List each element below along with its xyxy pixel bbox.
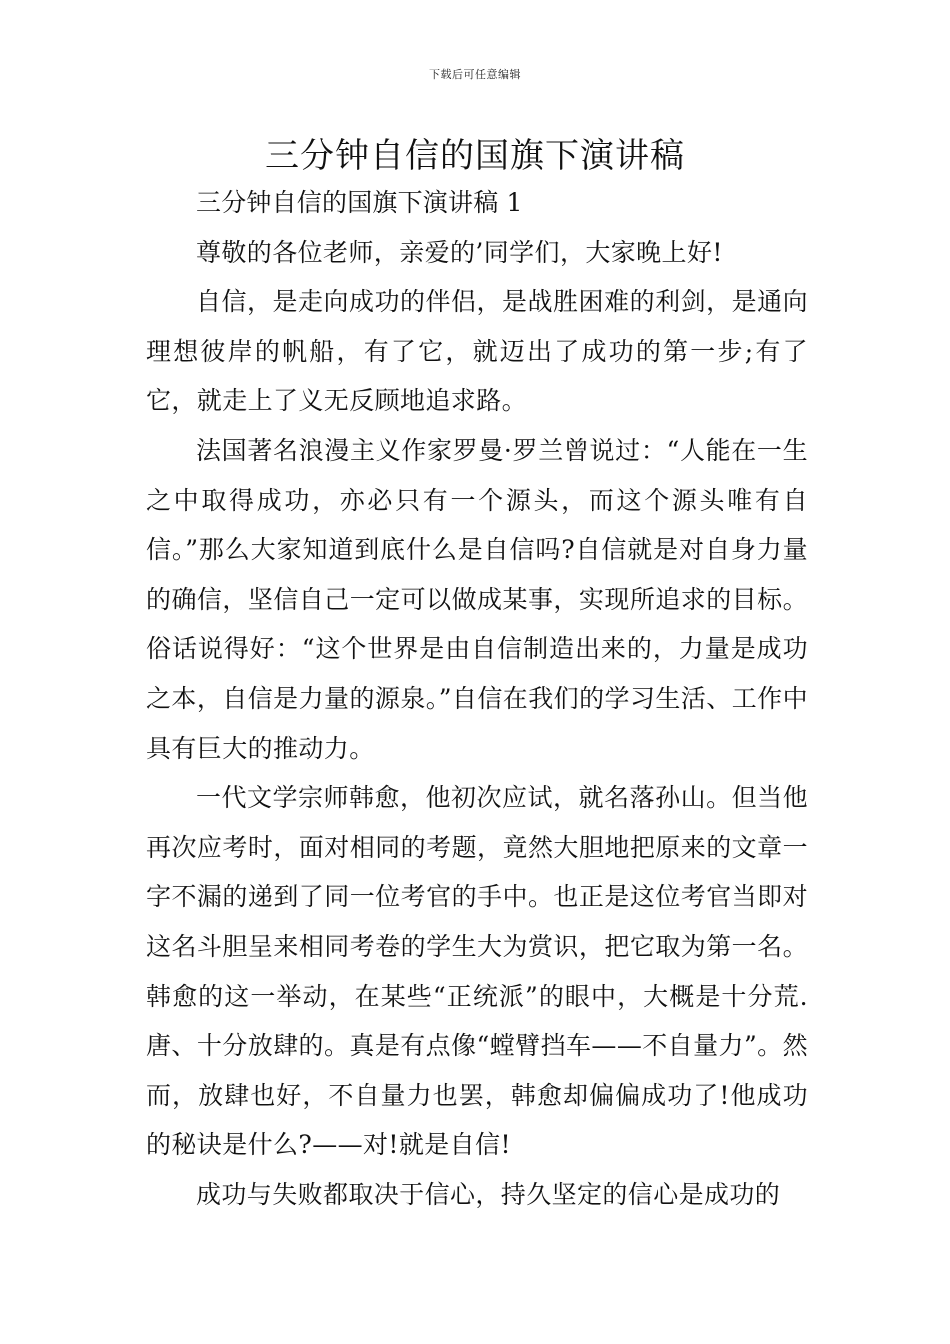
- paragraph-success-failure: 成功与失败都取决于信心，持久坚定的信心是成功的: [196, 1179, 781, 1209]
- paragraph-confidence-intro: 自信，是走向成功的伴侣，是战胜困难的利剑，是通向理想彼岸的帆船，有了它，就迈出了成功的第一步;有了它，就走上了义无反顾地追求路。: [146, 287, 808, 416]
- paragraph-romain-rolland: 法国著名浪漫主义作家罗曼·罗兰曾说过：“人能在一生之中取得成功，亦必只有一个源头，而这个源头唯有自信。”那么大家知道到底什么是自信吗?自信就是对自身力量的确信，坚信自己一定可以做成某事，实现所追求的目标。俗话说得好：“这个世界是由自信制造出来的，力量是成功之本，自信是力量的源泉。”自信在我们的学习生活、工作中具有巨大的推动力。: [146, 435, 808, 763]
- paragraph-greeting: 尊敬的各位老师，亲爱的’同学们，大家晚上好!: [196, 237, 723, 267]
- paragraph-han-yu: 一代文学宗师韩愈，他初次应试，就名落孙山。但当他再次应考时，面对相同的考题，竟然大胆地把原来的文章一字不漏的递到了同一位考官的手中。也正是这位考官当即对这名斗胆呈来相同考卷的学生大为赏识，把它取为第一名。韩愈的这一举动，在某些“正统派”的眼中，大概是十分荒.唐、十分放肆的。真是有点像“螳臂挡车——不自量力”。然而，放肆也好，不自量力也罢，韩愈却偏偏成功了!他成功的秘诀是什么?——对!就是自信!: [146, 783, 808, 1160]
- document-body: [146, 178, 808, 1219]
- header-note: 下载后可任意编辑: [429, 68, 521, 81]
- document-title: 三分钟自信的国旗下演讲稿: [265, 136, 685, 176]
- section-subtitle: 三分钟自信的国旗下演讲稿 1: [196, 188, 523, 217]
